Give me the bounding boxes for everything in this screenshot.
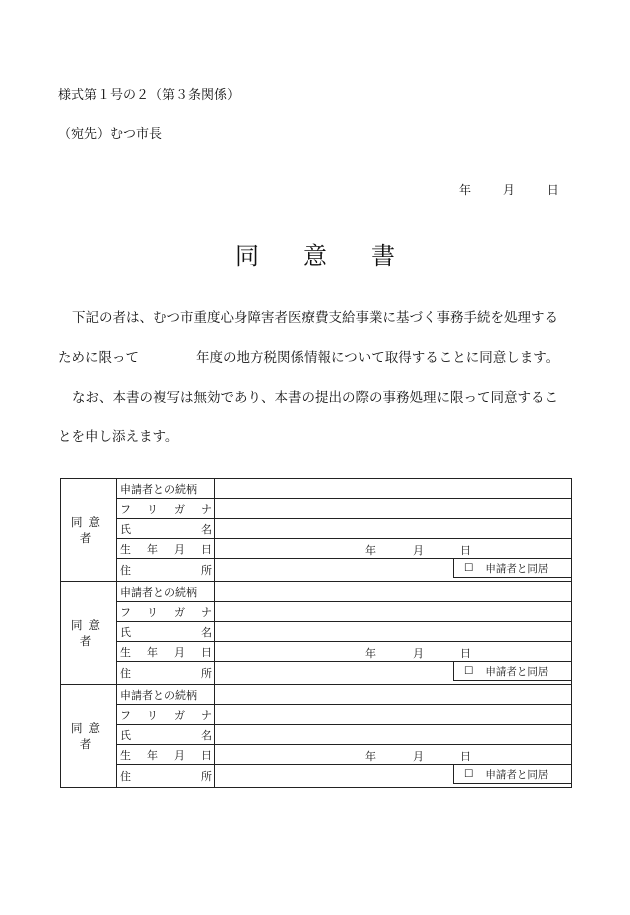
date-line: [459, 181, 559, 198]
dob-day-unit: 日: [460, 647, 471, 660]
same-household-label: 申請者と同居: [485, 562, 549, 575]
checkbox-icon[interactable]: ☐: [464, 562, 474, 574]
consenter-3-relation-row: [61, 685, 572, 705]
dob-month-unit: 月: [413, 544, 424, 557]
furigana-label: フ リ ガ ナ: [120, 502, 212, 516]
document-title: 同意書: [235, 242, 439, 270]
date-month-label: 月: [502, 183, 515, 197]
same-household-label: 申請者と同居: [485, 768, 549, 781]
dob-day-unit: 日: [460, 750, 471, 763]
relation-label: 申請者との続柄: [117, 685, 215, 705]
dob-label: 生 年 月 日: [120, 748, 212, 762]
consenter-1-name-field[interactable]: [215, 519, 572, 539]
consenter-2-group-label: 同意者: [61, 582, 117, 685]
form-number: 様式第１号の２（第３条関係）: [58, 88, 241, 103]
dob-label: 生 年 月 日: [120, 645, 212, 659]
dob-month-unit: 月: [413, 647, 424, 660]
same-household-label: 申請者と同居: [485, 665, 549, 678]
consenter-3-group-label: 同意者: [61, 685, 117, 788]
consenter-2-dob-field[interactable]: [215, 642, 572, 662]
consenter-2-name-field[interactable]: [215, 622, 572, 642]
consenter-2-name-row: [61, 622, 572, 642]
consenter-3-dob-field[interactable]: [215, 745, 572, 765]
furigana-label: フ リ ガ ナ: [120, 605, 212, 619]
name-label: 氏 名: [120, 522, 212, 536]
body-p1-line2-post: 年度の地方税関係情報について取得することに同意します。: [196, 350, 560, 366]
furigana-label: フ リ ガ ナ: [120, 708, 212, 722]
dob-year-unit: 年: [365, 647, 376, 660]
dob-label: 生 年 月 日: [120, 542, 212, 556]
body-paragraph-1-line-1: 下記の者は、むつ市重度心身障害者医療費支給事業に基づく事務手続を処理する: [72, 310, 558, 326]
body-paragraph-1-line-2: [58, 346, 578, 366]
relation-label: 申請者との続柄: [117, 582, 215, 602]
consenter-1-dob-row: [61, 539, 572, 559]
dob-year-unit: 年: [365, 750, 376, 763]
dob-month-unit: 月: [413, 750, 424, 763]
consenter-1-relation-row: [61, 479, 572, 499]
checkbox-icon[interactable]: ☐: [464, 768, 474, 780]
dob-year-unit: 年: [365, 544, 376, 557]
consenter-2-furigana-field[interactable]: [215, 602, 572, 622]
consenter-1-same-household-option[interactable]: [453, 559, 571, 578]
address-label: 住 所: [120, 770, 212, 783]
date-year-label: 年: [459, 183, 472, 197]
consenter-2-address-field[interactable]: [215, 662, 572, 685]
consenter-3-dob-row: [61, 745, 572, 765]
name-label: 氏 名: [120, 728, 212, 742]
body-p1-line2-pre: ために限って: [58, 350, 139, 366]
consenter-1-relation-field[interactable]: [215, 479, 572, 499]
dob-day-unit: 日: [460, 544, 471, 557]
address-label: 住 所: [120, 667, 212, 680]
consenter-3-furigana-row: [61, 705, 572, 725]
consenter-3-name-field[interactable]: [215, 725, 572, 745]
addressee: （宛先）むつ市長: [58, 127, 163, 142]
body-paragraph-2-line-2: とを申し添えます。: [58, 429, 179, 445]
consenter-3-furigana-field[interactable]: [215, 705, 572, 725]
consenter-2-same-household-option[interactable]: [453, 662, 571, 681]
body-paragraph-2-line-1: なお、本書の複写は無効であり、本書の提出の際の事務処理に限って同意するこ: [72, 390, 558, 406]
consenter-table: [60, 478, 572, 788]
consenter-2-relation-row: [61, 582, 572, 602]
relation-label: 申請者との続柄: [117, 479, 215, 499]
consenter-1-dob-field[interactable]: [215, 539, 572, 559]
date-day-label: 日: [546, 183, 559, 197]
consenter-2-dob-row: [61, 642, 572, 662]
address-label: 住 所: [120, 564, 212, 577]
checkbox-icon[interactable]: ☐: [464, 665, 474, 677]
consenter-1-furigana-row: [61, 499, 572, 519]
consenter-1-name-row: [61, 519, 572, 539]
consenter-3-same-household-option[interactable]: [453, 765, 571, 784]
consenter-1-group-label: 同意者: [61, 479, 117, 582]
consenter-3-address-field[interactable]: [215, 765, 572, 788]
consenter-2-furigana-row: [61, 602, 572, 622]
consenter-2-relation-field[interactable]: [215, 582, 572, 602]
consenter-3-name-row: [61, 725, 572, 745]
consenter-1-address-field[interactable]: [215, 559, 572, 582]
consenter-1-furigana-field[interactable]: [215, 499, 572, 519]
consenter-3-relation-field[interactable]: [215, 685, 572, 705]
name-label: 氏 名: [120, 625, 212, 639]
